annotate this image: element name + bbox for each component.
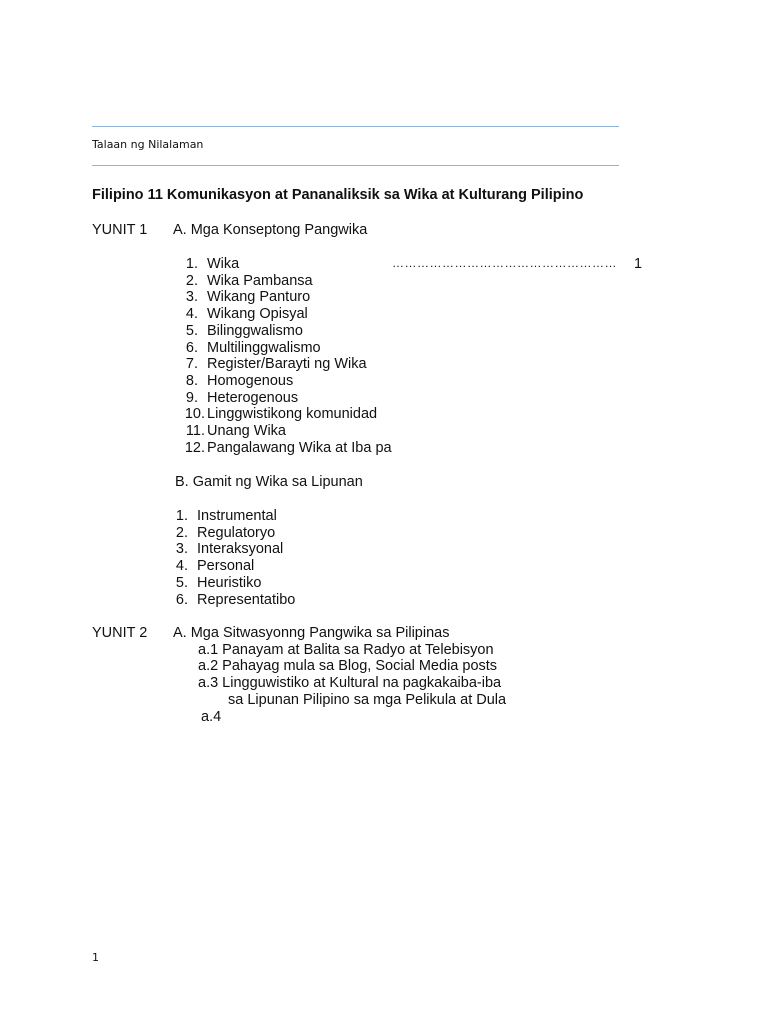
subitem-a3: a.3 Lingguwistiko at Kultural na pagkakaiba-iba — [198, 675, 502, 692]
list-number: 9. — [185, 389, 198, 406]
list-number: 6. — [175, 591, 188, 608]
list-number: 2. — [185, 272, 198, 289]
toc-dot-leader: ……………………………………………… — [392, 256, 617, 270]
list-number: 8. — [185, 372, 198, 389]
header-bottom-rule — [92, 165, 619, 166]
unit2-label: YUNIT 2 — [92, 625, 148, 641]
list-number: 5. — [185, 322, 198, 339]
list-item: Regulatoryo — [197, 524, 276, 541]
list-item: Representatibo — [197, 591, 296, 608]
unit1-section-a-title: A. Mga Konseptong Pangwika — [173, 222, 368, 238]
list-number: 12. — [184, 439, 205, 456]
list-item: Linggwistikong komunidad — [207, 406, 378, 423]
unit1-section-b-title: B. Gamit ng Wika sa Lipunan — [175, 474, 363, 490]
unit2-section-a-title: A. Mga Sitwasyonng Pangwika sa Pilipinas — [173, 625, 450, 641]
list-number: 7. — [185, 356, 198, 373]
list-number: 6. — [185, 339, 198, 356]
list-item: Pangalawang Wika at Iba pa — [207, 439, 392, 456]
list-item: Bilinggwalismo — [207, 322, 303, 339]
list-item: Multilinggwalismo — [207, 339, 321, 356]
subitem-a2: a.2 Pahayag mula sa Blog, Social Media posts — [198, 658, 498, 675]
list-item: Interaksyonal — [197, 541, 284, 558]
list-item: Heterogenous — [207, 389, 299, 406]
header-top-rule — [92, 126, 619, 127]
list-item: Register/Barayti ng Wika — [207, 356, 367, 373]
list-item: Wikang Panturo — [207, 289, 311, 306]
list-item: Homogenous — [207, 372, 294, 389]
subitem-a3-continuation: sa Lipunan Pilipino sa mga Pelikula at Dula — [228, 691, 507, 708]
footer-page-number: 1 — [92, 951, 99, 964]
document-title: Filipino 11 Komunikasyon at Pananaliksik sa Wika at Kulturang Pilipino — [92, 187, 584, 203]
list-number: 4. — [185, 306, 198, 323]
list-item: Wika Pambansa — [207, 272, 313, 289]
list-number: 4. — [175, 558, 188, 575]
list-number: 2. — [175, 524, 188, 541]
subitem-a1: a.1 Panayam at Balita sa Radyo at Telebisyon — [198, 641, 494, 658]
list-number: 11. — [185, 423, 205, 439]
list-item: Unang Wika — [207, 423, 286, 439]
list-item: Heuristiko — [197, 574, 262, 591]
list-number: 3. — [185, 289, 198, 306]
subitem-a4: a.4 — [201, 708, 222, 725]
list-item: Personal — [197, 558, 255, 575]
list-number: 3. — [175, 541, 188, 558]
unit1-label: YUNIT 1 — [92, 222, 148, 238]
header-title: Talaan ng Nilalaman — [92, 138, 204, 151]
list-number: 5. — [175, 574, 188, 591]
list-number: 1. — [175, 508, 188, 524]
list-number: 1. — [185, 256, 198, 272]
list-item: Instrumental — [197, 508, 277, 524]
list-number: 10. — [184, 406, 205, 423]
toc-page-number: 1 — [634, 256, 643, 272]
list-item: Wika — [207, 256, 240, 272]
list-item: Wikang Opisyal — [207, 306, 308, 323]
